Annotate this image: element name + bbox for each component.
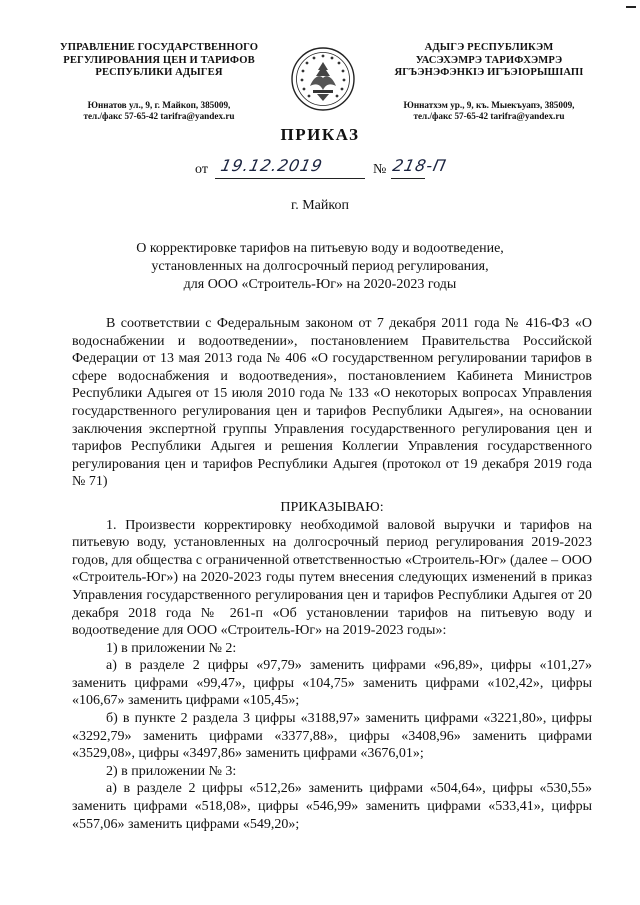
subitem-1a: а) в разделе 2 цифры «97,79» заменить цифрами «96,89», цифры «101,27» заменить цифрами «99,47», цифры «104,75» заменить цифрами «102,42», цифры «106,67» заменить цифрами «105,45»; [72,658,592,709]
subject-line-3: для ООО «Строитель-Юг» на 2020-2023 годы [183,277,457,292]
left-org-line-3: РЕСПУБЛИКИ АДЫГЕЯ [95,67,223,78]
document-title: ПРИКАЗ [280,125,360,144]
left-address [44,100,274,123]
right-address [374,100,604,123]
document-body [72,315,592,833]
left-org-line-2: РЕГУЛИРОВАНИЯ ЦЕН И ТАРИФОВ [63,54,255,66]
number-prefix: № [373,162,387,177]
item-1-paragraph: 1. Произвести корректировку необходимой валовой выручки и тарифов на питьевую воду, установленных на долгосрочный период регулирования 2019-2023 годов, для общества с ограниченной ответственностью «Строитель-Юг» (далее – ООО «Строитель-Юг») на 2020-2023 годы путем внесения следующих изменений в приказ Управления государственного регулирования цен и тарифов Республики Адыгея от 20 декабря 2018 года № 261-п «Об установлении тарифов на питьевую воду и водоотведение для ООО «Строитель-Юг» на 2019-2023 годы»: [72,517,592,639]
right-address-line-1: Юннатхэм ур., 9, къ. Мыекъуапэ, 385009, [403,99,575,110]
letterhead-left [44,42,274,123]
subject-line-1: О корректировке тарифов на питьевую воду и водоотведение, [136,241,504,256]
corner-mark [626,6,636,8]
left-address-line-2: тел./факс 57-65-42 tarifra@yandex.ru [83,111,235,121]
number-underline [391,178,425,179]
city: г. Майкоп [291,198,349,213]
preamble-paragraph: В соответствии с Федеральным законом от 7 декабря 2011 года № 416-ФЗ «О водоснабжении и водоотведении», постановлением Правительства Российской Федерации от 13 мая 2013 года № 406 «О государственном регулировании тарифов в сфере водоснабжения и водоотведения», постановлением Кабинета Министров Республики Адыгея от 15 июля 2010 года № 133 «О некоторых вопросах Управления государственного регулирования цен и тарифов Республики Адыгея», на основании заключения экспертной группы Управления государственного регулирования цен и тарифов Республики Адыгея и решения Коллегии Управления государственного регулирования цен и тарифов Республики Адыгея (протокол от 19 декабря 2019 года № 71) [72,316,592,490]
date-prefix: от [195,162,208,177]
right-org-line-2: УАСЭХЭМРЭ ТАРИФХЭМРЭ [415,54,563,66]
letterhead [44,42,604,122]
left-org-line-1: УПРАВЛЕНИЕ ГОСУДАРСТВЕННОГО [59,42,259,53]
subitem-1b: б) в пункте 2 раздела 3 цифры «3188,97» заменить цифрами «3221,80», цифры «3292,79» заменить цифрами «3377,88», цифры «3408,96» заменить цифрами «3529,08», цифры «3497,86» заменить цифрами «3676,01»; [72,711,592,762]
right-org-line-3: ЯГЪЭНЭФЭНКIЭ ИГЪЭIОРЫШIАПI [394,67,584,78]
right-org-line-1: АДЫГЭ РЕСПУБЛИКЭМ [424,42,554,53]
coat-of-arms-icon [290,46,356,112]
order-subject [0,240,640,294]
subitem-2a: а) в разделе 2 цифры «512,26» заменить цифрами «504,64», цифры «530,55» заменить цифрами «518,08», цифры «546,99» заменить цифрами «533,41», цифры «557,06» заменить цифрами «549,20»; [72,781,592,832]
subitem-1: 1) в приложении № 2: [106,640,237,656]
subject-line-2: установленных на долгосрочный период регулирования, [151,259,489,274]
prikazyvayu-heading: ПРИКАЗЫВАЮ: [280,499,384,515]
handwritten-date: 19.12.2019 [218,156,325,175]
right-address-line-2: тел./факс 57-65-42 tarifra@yandex.ru [413,111,565,121]
order-date-number [195,156,615,182]
left-address-line-1: Юннатов ул., 9, г. Майкоп, 385009, [87,99,231,110]
handwritten-number: 218-П [390,156,449,175]
letterhead-right [374,42,604,123]
subitem-2: 2) в приложении № 3: [106,763,237,779]
date-underline [215,178,365,179]
